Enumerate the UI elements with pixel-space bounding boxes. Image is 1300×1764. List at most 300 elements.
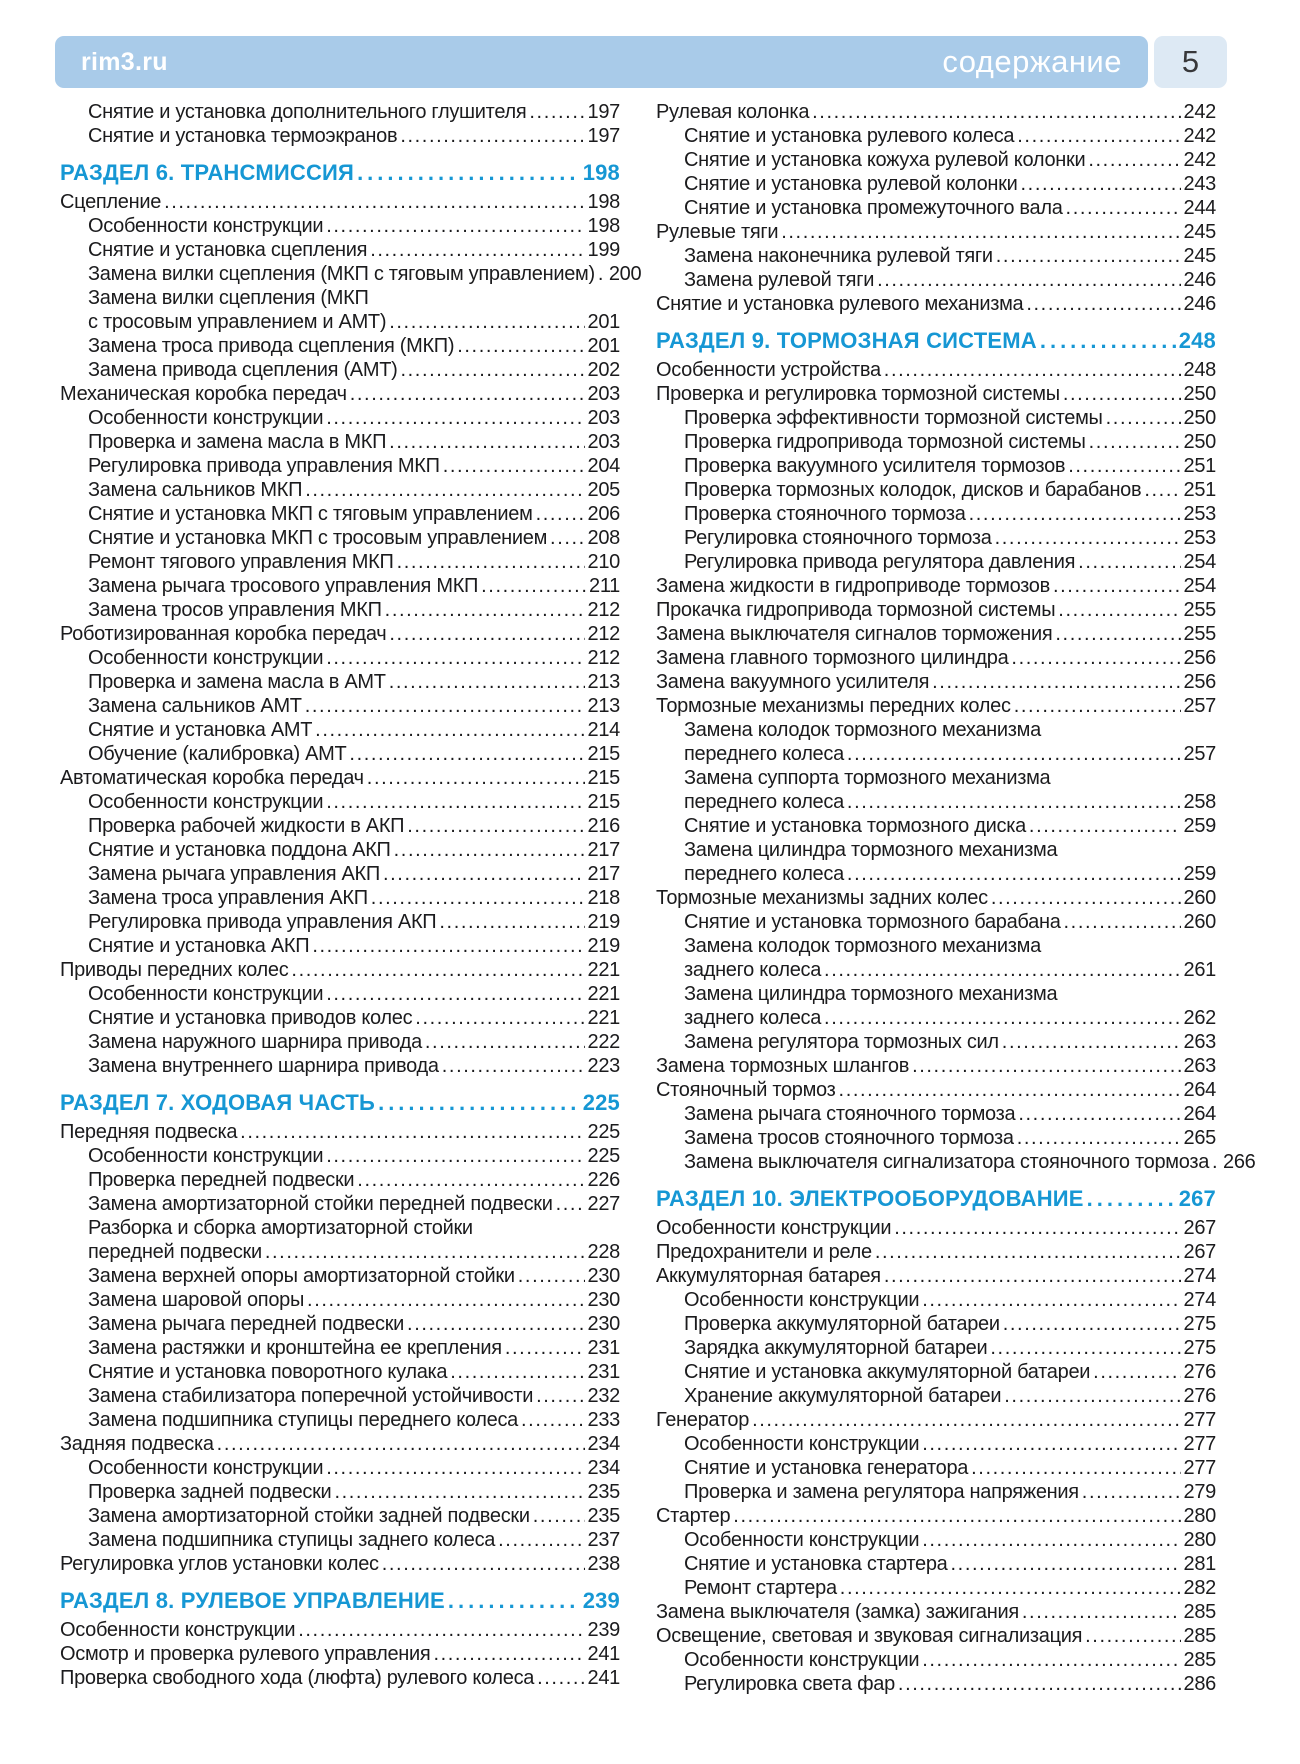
toc-entry (656, 1102, 1216, 1126)
page-number: 251 (1183, 455, 1216, 477)
dot-leader (1085, 1624, 1180, 1648)
page-number: 262 (1183, 1007, 1216, 1029)
dot-leader (969, 502, 1181, 526)
toc-entry (656, 1264, 1216, 1288)
toc-entry (60, 646, 620, 670)
toc-entry (60, 1360, 620, 1384)
page-number: 275 (1183, 1337, 1216, 1359)
toc-entry (60, 694, 620, 718)
dot-leader (1004, 1384, 1180, 1408)
dot-leader (448, 1588, 580, 1614)
toc-entry (656, 1288, 1216, 1312)
page-number: 243 (1183, 173, 1216, 195)
entry-title: Замена главного тормозного цилиндра (656, 647, 1009, 669)
toc-entry (656, 358, 1216, 382)
dot-leader (521, 1408, 585, 1432)
dot-leader (1063, 382, 1181, 406)
page-number: 213 (587, 671, 620, 693)
dot-leader (326, 790, 584, 814)
entry-title: Особенности конструкции (88, 647, 324, 669)
page-number: 234 (587, 1457, 620, 1479)
entry-title: Замена растяжки и кронштейна ее крепления (88, 1337, 502, 1359)
dot-leader (990, 1336, 1180, 1360)
toc-entry (656, 100, 1216, 124)
dot-leader (1022, 1600, 1181, 1624)
dot-leader (824, 1006, 1180, 1030)
toc-entry (60, 124, 620, 148)
entry-title: Рулевая колонка (656, 101, 810, 123)
entry-title: Регулировка привода управления МКП (88, 455, 440, 477)
toc-entry (60, 454, 620, 478)
toc-entry (60, 670, 620, 694)
entry-title: Стартер (656, 1505, 731, 1527)
toc-entry (60, 1006, 620, 1030)
toc-entry (60, 862, 620, 886)
dot-leader (971, 1456, 1180, 1480)
page-number: 215 (587, 743, 620, 765)
entry-title: Замена рычага управления АКП (88, 863, 380, 885)
entry-title: Замена вилки сцепления (МКП с тяговым управлением) (88, 263, 595, 285)
entry-title: Регулировка привода регулятора давления (684, 551, 1076, 573)
entry-title: Предохранители и реле (656, 1241, 872, 1263)
page-number: 263 (1183, 1055, 1216, 1077)
page-number: 232 (587, 1385, 620, 1407)
page-number: 223 (587, 1055, 620, 1077)
toc-entry (656, 1216, 1216, 1240)
toc-entry (656, 1408, 1216, 1432)
toc-entry (656, 172, 1216, 196)
entry-title: Проверка стояночного тормоза (684, 503, 966, 525)
toc-entry (60, 478, 620, 502)
dot-leader (389, 670, 585, 694)
page-number: 204 (587, 455, 620, 477)
toc-entry (60, 430, 620, 454)
page-number: 215 (587, 791, 620, 813)
toc-section-heading (656, 1186, 1216, 1212)
page-number: 248 (1178, 328, 1216, 353)
entry-title: Снятие и установка тормозного барабана (684, 911, 1061, 933)
toc-entry (60, 1144, 620, 1168)
entry-title: Замена наконечника рулевой тяги (684, 245, 993, 267)
page-number: 198 (582, 160, 620, 185)
page-number: 277 (1183, 1433, 1216, 1455)
page-number: 260 (1183, 911, 1216, 933)
toc-entry (656, 196, 1216, 220)
page-number: 231 (587, 1361, 620, 1383)
entry-title: Замена амортизаторной стойки задней подвески (88, 1505, 530, 1527)
toc-entry (656, 1360, 1216, 1384)
toc-entry (60, 1384, 620, 1408)
entry-title: Снятие и установка промежуточного вала (684, 197, 1063, 219)
dot-leader (407, 814, 584, 838)
header-bar (55, 36, 1148, 88)
page-number: 239 (587, 1619, 620, 1641)
dot-leader (378, 1090, 580, 1116)
dot-leader (357, 1168, 584, 1192)
toc-section-heading (60, 160, 620, 186)
dot-leader (922, 1288, 1180, 1312)
entry-title: Проверка аккумуляторной батареи (684, 1313, 1000, 1335)
entry-title: Замена колодок тормозного механизма (684, 719, 1041, 741)
page-number: 235 (587, 1481, 620, 1503)
entry-title: Приводы передних колес (60, 959, 289, 981)
entry-title: Снятие и установка аккумуляторной батареи (684, 1361, 1091, 1383)
dot-leader (1068, 454, 1180, 478)
dot-leader (839, 1078, 1181, 1102)
page-number: 241 (587, 1667, 620, 1689)
toc-entry (656, 478, 1216, 502)
page-number: 279 (1183, 1481, 1216, 1503)
toc-entry (60, 790, 620, 814)
page-number: 227 (587, 1193, 620, 1215)
dot-leader (1212, 1150, 1220, 1174)
dot-leader (1089, 430, 1181, 454)
toc-entry (656, 766, 1216, 814)
dot-leader (315, 718, 584, 742)
toc-entry (656, 646, 1216, 670)
dot-leader (875, 1240, 1181, 1264)
page-number: 219 (587, 911, 620, 933)
toc-entry (60, 1528, 620, 1552)
entry-title: Замена подшипника ступицы переднего колеса (88, 1409, 518, 1431)
toc-entry (60, 1054, 620, 1078)
entry-title: Снятие и установка поддона АКП (88, 839, 391, 861)
entry-title: Тормозные механизмы задних колес (656, 887, 988, 909)
entry-title: Ремонт стартера (684, 1577, 837, 1599)
page-number: 277 (1183, 1457, 1216, 1479)
dot-leader (884, 1264, 1181, 1288)
dot-leader (450, 1360, 584, 1384)
entry-title: с тросовым управлением и АМТ) (88, 311, 387, 333)
dot-leader (550, 526, 584, 550)
entry-title: Проверка и замена масла в АМТ (88, 671, 386, 693)
page-number: 242 (1183, 125, 1216, 147)
entry-title: Особенности конструкции (88, 407, 324, 429)
page-number: 242 (1183, 149, 1216, 171)
entry-title: Снятие и установка термоэкранов (88, 125, 398, 147)
entry-title: Замена сальников АМТ (88, 695, 302, 717)
toc-entry (60, 334, 620, 358)
page-number: 259 (1183, 815, 1216, 837)
dot-leader (733, 1504, 1180, 1528)
dot-leader (1014, 694, 1181, 718)
page-number: 242 (1183, 101, 1216, 123)
page-number: 251 (1183, 479, 1216, 501)
toc-entry (60, 406, 620, 430)
entry-title: Снятие и установка МКП с тяговым управлением (88, 503, 533, 525)
page-number: 256 (1183, 671, 1216, 693)
dot-leader (1021, 172, 1181, 196)
page-number-badge (1154, 36, 1227, 88)
entry-title: Проверка вакуумного усилителя тормозов (684, 455, 1066, 477)
toc-entry (60, 1264, 620, 1288)
toc-entry (60, 766, 620, 790)
section-title: РАЗДЕЛ 7. ХОДОВАЯ ЧАСТЬ (60, 1090, 376, 1115)
entry-title: Механическая коробка передач (60, 383, 347, 405)
entry-title: Замена рулевой тяги (684, 269, 875, 291)
page-number: 267 (1183, 1241, 1216, 1263)
entry-title: Регулировка стояночного тормоза (684, 527, 992, 549)
toc-entry (60, 190, 620, 214)
toc-entry (656, 1672, 1216, 1696)
toc-entry (656, 1336, 1216, 1360)
page-number: 198 (587, 215, 620, 237)
page-number: 257 (1183, 743, 1216, 765)
entry-title: Регулировка привода управления АКП (88, 911, 437, 933)
page-number: 239 (582, 1588, 620, 1613)
entry-title: передней подвески (88, 1241, 262, 1263)
page-number: 280 (1183, 1529, 1216, 1551)
dot-leader (951, 1552, 1181, 1576)
toc-entry (656, 574, 1216, 598)
page-number: 257 (1183, 695, 1216, 717)
dot-leader (326, 1456, 584, 1480)
dot-leader (382, 1552, 585, 1576)
dot-leader (1078, 550, 1180, 574)
dot-leader (371, 886, 585, 910)
entry-title: Замена цилиндра тормозного механизма (684, 839, 1058, 861)
toc-entry (656, 1480, 1216, 1504)
entry-title: Замена верхней опоры амортизаторной стойки (88, 1265, 515, 1287)
dot-leader (1017, 1126, 1181, 1150)
toc-entry (60, 1030, 620, 1054)
toc-entry (60, 718, 620, 742)
entry-title: Замена тросов управления МКП (88, 599, 382, 621)
toc-entry (656, 1078, 1216, 1102)
page-number: 260 (1183, 887, 1216, 909)
page-number: 197 (587, 125, 620, 147)
toc-entry (60, 1216, 620, 1264)
entry-title: Замена привода сцепления (АМТ) (88, 359, 398, 381)
toc-entry (60, 1312, 620, 1336)
dot-leader (383, 862, 585, 886)
toc-entry (656, 1312, 1216, 1336)
toc-entry (656, 1432, 1216, 1456)
entry-title: Проверка свободного хода (люфта) рулевого колеса (60, 1667, 535, 1689)
toc-entry (656, 1648, 1216, 1672)
toc-entry (656, 1150, 1256, 1174)
entry-title: Ремонт тягового управления МКП (88, 551, 394, 573)
toc-entry (60, 1642, 620, 1666)
page-number: 254 (1183, 575, 1216, 597)
toc-entry (656, 1552, 1216, 1576)
entry-title: заднего колеса (684, 959, 822, 981)
page-number: 231 (587, 1337, 620, 1359)
page-number: 221 (587, 983, 620, 1005)
entry-title: Снятие и установка поворотного кулака (88, 1361, 448, 1383)
entry-title: Осмотр и проверка рулевого управления (60, 1643, 431, 1665)
entry-title: Замена суппорта тормозного механизма (684, 767, 1051, 789)
entry-title: Особенности конструкции (88, 983, 324, 1005)
dot-leader (518, 1264, 585, 1288)
page-number: 198 (587, 191, 620, 213)
entry-title: Замена троса привода сцепления (МКП) (88, 335, 455, 357)
page-number: 206 (587, 503, 620, 525)
entry-title: Особенности устройства (656, 359, 881, 381)
page-number: 228 (587, 1241, 620, 1263)
page-number: 238 (587, 1553, 620, 1575)
dot-leader (425, 1030, 585, 1054)
page-number: 234 (587, 1433, 620, 1455)
dot-leader (305, 478, 584, 502)
dot-leader (922, 1648, 1180, 1672)
dot-leader (240, 1120, 584, 1144)
toc-entry (656, 430, 1216, 454)
toc-entry (656, 910, 1216, 934)
dot-leader (1144, 478, 1180, 502)
page-number: 211 (589, 575, 620, 597)
dot-leader (370, 238, 584, 262)
entry-title: Снятие и установка рулевой колонки (684, 173, 1018, 195)
dot-leader (533, 1504, 585, 1528)
dot-leader (291, 958, 584, 982)
dot-leader (443, 454, 585, 478)
entry-title: Проверка и регулировка тормозной системы (656, 383, 1060, 405)
page-number: 212 (587, 599, 620, 621)
dot-leader (397, 550, 585, 574)
toc-entry (60, 814, 620, 838)
toc-entry (60, 910, 620, 934)
entry-title: Особенности конструкции (684, 1529, 920, 1551)
dot-leader (1053, 574, 1181, 598)
toc-entry (60, 526, 620, 550)
page-number: 214 (587, 719, 620, 741)
section-title: РАЗДЕЛ 6. ТРАНСМИССИЯ (60, 160, 355, 185)
page-number: 274 (1183, 1265, 1216, 1287)
page-header (55, 36, 1227, 88)
entry-title: Замена вилки сцепления (МКП (88, 287, 369, 309)
page-number: 201 (587, 335, 620, 357)
page-number: 266 (1223, 1151, 1256, 1173)
page-number: 256 (1183, 647, 1216, 669)
dot-leader (1087, 1186, 1176, 1212)
toc-entry (60, 550, 620, 574)
toc-entry (656, 382, 1216, 406)
toc-entry (60, 382, 620, 406)
entry-title: Замена шаровой опоры (88, 1289, 305, 1311)
toc-entry (656, 1054, 1216, 1078)
dot-leader (598, 262, 606, 286)
entry-title: Передняя подвеска (60, 1121, 238, 1143)
toc-entry (60, 742, 620, 766)
entry-title: Особенности конструкции (684, 1433, 920, 1455)
entry-title: Проверка эффективности тормозной системы (684, 407, 1103, 429)
page-number: 205 (587, 479, 620, 501)
dot-leader (326, 646, 584, 670)
toc-entry (60, 286, 620, 334)
page-number: 248 (1183, 359, 1216, 381)
dot-leader (840, 1576, 1181, 1600)
dot-leader (932, 670, 1180, 694)
entry-title: Снятие и установка АКП (88, 935, 310, 957)
dot-leader (305, 694, 585, 718)
page-number: 235 (587, 1505, 620, 1527)
entry-title: Проверка и замена регулятора напряжения (684, 1481, 1079, 1503)
page-number: 264 (1183, 1103, 1216, 1125)
dot-leader (1093, 1360, 1180, 1384)
page-number: 203 (587, 383, 620, 405)
dot-leader (824, 958, 1180, 982)
page-number: 203 (587, 431, 620, 453)
entry-title: Замена выключателя сигналов торможения (656, 623, 1053, 645)
entry-title: Замена внутреннего шарнира привода (88, 1055, 439, 1077)
page-number: 230 (587, 1313, 620, 1335)
dot-leader (433, 1642, 584, 1666)
dot-leader (1066, 196, 1181, 220)
dot-leader (922, 1432, 1180, 1456)
entry-title: Замена подшипника ступицы заднего колеса (88, 1529, 496, 1551)
page-number: 244 (1183, 197, 1216, 219)
toc-entry (656, 670, 1216, 694)
dot-leader (1040, 328, 1176, 354)
page-number: 241 (587, 1643, 620, 1665)
entry-title: Замена тормозных шлангов (656, 1055, 910, 1077)
section-title: РАЗДЕЛ 8. РУЛЕВОЕ УПРАВЛЕНИЕ (60, 1588, 445, 1613)
page-number: 215 (587, 767, 620, 789)
entry-title: Проверка тормозных колодок, дисков и барабанов (684, 479, 1142, 501)
toc-entry (656, 244, 1216, 268)
entry-title: Замена рычага тросового управления МКП (88, 575, 479, 597)
entry-title: Задняя подвеска (60, 1433, 214, 1455)
toc-entry (656, 502, 1216, 526)
entry-title: Замена выключателя (замка) зажигания (656, 1601, 1019, 1623)
entry-title: Особенности конструкции (684, 1649, 920, 1671)
toc-entry (60, 100, 620, 124)
entry-title: Снятие и установка рулевого колеса (684, 125, 1015, 147)
toc-entry (656, 1456, 1216, 1480)
toc-entry (60, 838, 620, 862)
dot-leader (400, 124, 584, 148)
entry-title: Снятие и установка кожуха рулевой колонки (684, 149, 1086, 171)
toc-entry (60, 934, 620, 958)
toc-entry (60, 1666, 620, 1690)
dot-leader (996, 244, 1181, 268)
dot-leader (1018, 1102, 1180, 1126)
toc-entry (60, 1120, 620, 1144)
entry-title: Снятие и установка приводов колес (88, 1007, 413, 1029)
toc-entry (656, 268, 1216, 292)
entry-title: Снятие и установка МКП с тросовым управлением (88, 527, 548, 549)
dot-leader (217, 1432, 585, 1456)
page-number: 218 (587, 887, 620, 909)
toc-entry (656, 1576, 1216, 1600)
toc-entry (60, 958, 620, 982)
dot-leader (326, 982, 584, 1006)
page-number: 246 (1183, 293, 1216, 315)
entry-title: Сцепление (60, 191, 162, 213)
entry-title: переднего колеса (684, 863, 844, 885)
toc-entry (656, 622, 1216, 646)
page-number: 245 (1183, 221, 1216, 243)
page-number: 221 (587, 1007, 620, 1029)
dot-leader (349, 742, 584, 766)
entry-title: Снятие и установка АМТ (88, 719, 313, 741)
entry-title: Замена колодок тормозного механизма (684, 935, 1041, 957)
page-number: 210 (587, 551, 620, 573)
dot-leader (334, 1480, 584, 1504)
page-number: 233 (587, 1409, 620, 1431)
page-number: 255 (1183, 623, 1216, 645)
entry-title: Проверка рабочей жидкости в АКП (88, 815, 405, 837)
entry-title: Снятие и установка дополнительного глушителя (88, 101, 527, 123)
toc-entry (60, 214, 620, 238)
entry-title: Особенности конструкции (88, 215, 324, 237)
dot-leader (1106, 406, 1181, 430)
toc-entry (656, 1600, 1216, 1624)
entry-title: Тормозные механизмы передних колес (656, 695, 1011, 717)
page-number: 250 (1183, 383, 1216, 405)
toc-section-heading (656, 328, 1216, 354)
